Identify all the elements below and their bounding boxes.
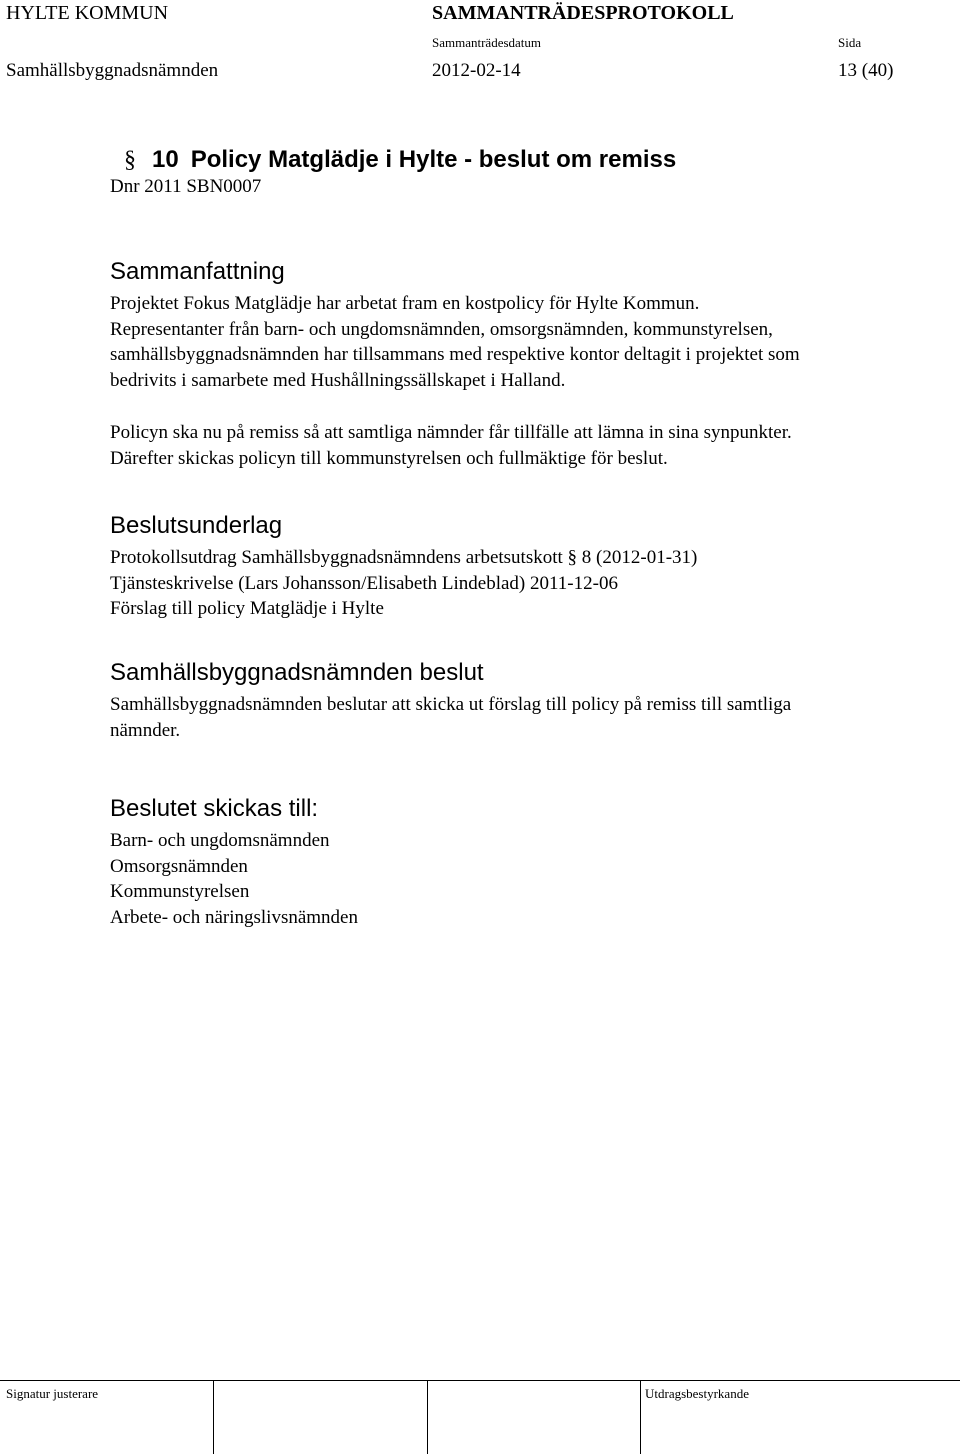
policy-paragraph bbox=[110, 420, 930, 471]
policy-line: Därefter skickas policyn till kommunstyrelsen och fullmäktige för beslut. bbox=[110, 447, 668, 469]
summary-heading: Sammanfattning bbox=[110, 258, 285, 285]
summary-line: samhällsbyggnadsnämnden har tillsammans med respektive kontor deltagit i projektet som bbox=[110, 344, 800, 365]
page-label: Sida bbox=[838, 35, 862, 50]
decision-basis-item-text: Protokollsutdrag Samhällsbyggnadsnämndens arbetsutskott bbox=[110, 547, 568, 568]
section-number: 10 bbox=[152, 146, 179, 173]
recipient-item: Arbete- och näringslivsnämnden bbox=[110, 906, 358, 928]
footer-column-divider bbox=[213, 1380, 214, 1454]
decision-basis-item-ref: 8 (2012-01-31) bbox=[577, 547, 698, 568]
section-symbol: § bbox=[567, 547, 578, 568]
footer-divider bbox=[0, 1380, 960, 1381]
recipient-item: Omsorgsnämnden bbox=[110, 855, 248, 877]
signature-label: Signatur justerare bbox=[6, 1386, 99, 1401]
recipient-item: Barn- och ungdomsnämnden bbox=[110, 830, 330, 851]
section-symbol: § bbox=[124, 147, 136, 173]
document-type: SAMMANTRÄDESPROTOKOLL bbox=[432, 2, 734, 24]
decision-heading: Samhällsbyggnadsnämnden beslut bbox=[110, 659, 484, 686]
decision-line: nämnder. bbox=[110, 719, 181, 741]
recipients-list bbox=[110, 828, 358, 930]
organization-name: HYLTE KOMMUN bbox=[6, 2, 169, 24]
recipient-item: Kommunstyrelsen bbox=[110, 881, 250, 902]
footer-column-divider bbox=[640, 1380, 641, 1454]
committee-name: Samhällsbyggnadsnämnden bbox=[6, 60, 219, 81]
section-heading bbox=[124, 146, 676, 174]
page-number: 13 (40) bbox=[838, 60, 894, 81]
decision-basis-heading: Beslutsunderlag bbox=[110, 512, 283, 539]
meeting-date-label: Sammanträdesdatum bbox=[432, 35, 542, 50]
policy-line: Policyn ska nu på remiss så att samtliga nämnder får tillfälle att lämna in sina synpunkter. bbox=[110, 422, 792, 443]
diary-number: Dnr 2011 SBN0007 bbox=[110, 176, 262, 197]
footer-column-divider bbox=[427, 1380, 428, 1454]
summary-line: bedrivits i samarbete med Hushållningssällskapet i Halland. bbox=[110, 369, 566, 391]
decision-basis-list bbox=[110, 545, 697, 622]
decision-basis-item bbox=[110, 545, 697, 571]
decision-paragraph bbox=[110, 692, 930, 743]
section-title: Policy Matglädje i Hylte - beslut om remiss bbox=[190, 146, 677, 173]
decision-basis-item: Förslag till policy Matglädje i Hylte bbox=[110, 598, 384, 619]
meeting-date: 2012-02-14 bbox=[432, 60, 521, 81]
recipients-heading: Beslutet skickas till: bbox=[110, 795, 319, 822]
summary-line: Representanter från barn- och ungdomsnämnden, omsorgsnämnden, kommunstyrelsen, bbox=[110, 318, 773, 340]
decision-basis-item: Tjänsteskrivelse (Lars Johansson/Elisabeth Lindeblad) 2011-12-06 bbox=[110, 572, 618, 594]
decision-line: Samhällsbyggnadsnämnden beslutar att skicka ut förslag till policy på remiss till samtliga bbox=[110, 694, 792, 715]
extract-certification-label: Utdragsbestyrkande bbox=[645, 1386, 749, 1401]
summary-paragraph bbox=[110, 291, 930, 393]
summary-line: Projektet Fokus Matglädje har arbetat fram en kostpolicy för Hylte Kommun. bbox=[110, 293, 700, 314]
